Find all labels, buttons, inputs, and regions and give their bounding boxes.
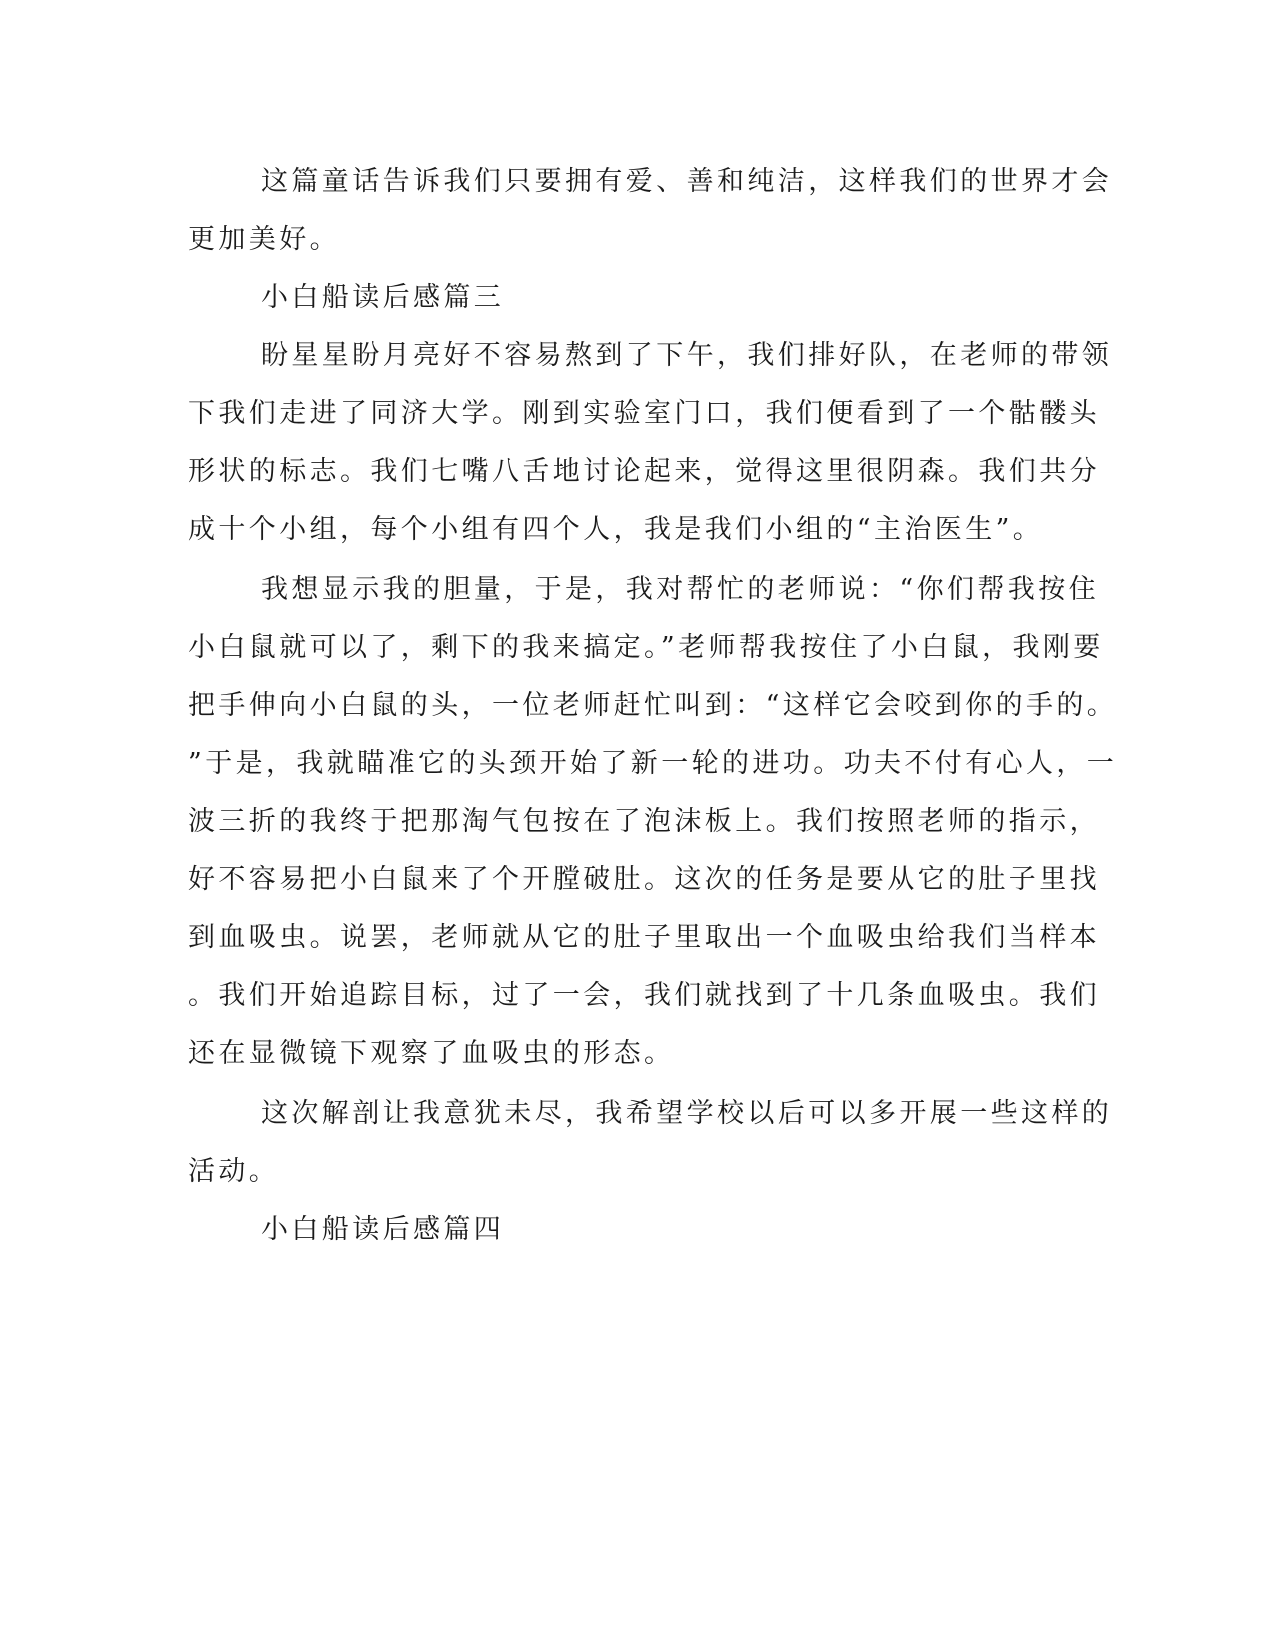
paragraph-line: 小白鼠就可以了，剩下的我来搞定。”老师帮我按住了小白鼠，我刚要: [188, 632, 1104, 663]
paragraph-line: 盼星星盼月亮好不容易熬到了下午，我们排好队，在老师的带领: [261, 340, 1113, 371]
paragraph-line: 下我们走进了同济大学。刚到实验室门口，我们便看到了一个骷髅头: [188, 398, 1100, 429]
paragraph-line: 这次解剖让我意犹未尽，我希望学校以后可以多开展一些这样的: [261, 1098, 1113, 1129]
paragraph-line: 到血吸虫。说罢，老师就从它的肚子里取出一个血吸虫给我们当样本: [188, 922, 1100, 953]
paragraph-line: 好不容易把小白鼠来了个开膛破肚。这次的任务是要从它的肚子里找: [188, 864, 1100, 895]
paragraph-line: 。我们开始追踪目标，过了一会，我们就找到了十几条血吸虫。我们: [188, 980, 1100, 1011]
section-heading: 小白船读后感篇四: [261, 1214, 505, 1245]
section-heading: 小白船读后感篇三: [261, 282, 505, 313]
paragraph-line: 还在显微镜下观察了血吸虫的形态。: [188, 1038, 675, 1069]
paragraph-line: 成十个小组，每个小组有四个人，我是我们小组的“主治医生”。: [188, 514, 1044, 545]
paragraph-line: ”于是，我就瞄准它的头颈开始了新一轮的进功。功夫不付有心人，一: [188, 748, 1118, 779]
paragraph-line: 波三折的我终于把那淘气包按在了泡沫板上。我们按照老师的指示，: [188, 806, 1100, 837]
paragraph-line: 形状的标志。我们七嘴八舌地讨论起来，觉得这里很阴森。我们共分: [188, 456, 1100, 487]
paragraph-line: 把手伸向小白鼠的头，一位老师赶忙叫到：“这样它会咬到你的手的。: [188, 690, 1118, 721]
paragraph-line: 活动。: [188, 1156, 280, 1187]
paragraph-line: 更加美好。: [188, 224, 340, 255]
paragraph-line: 我想显示我的胆量，于是，我对帮忙的老师说：“你们帮我按住: [261, 574, 1100, 605]
paragraph-line: 这篇童话告诉我们只要拥有爱、善和纯洁，这样我们的世界才会: [261, 166, 1113, 197]
